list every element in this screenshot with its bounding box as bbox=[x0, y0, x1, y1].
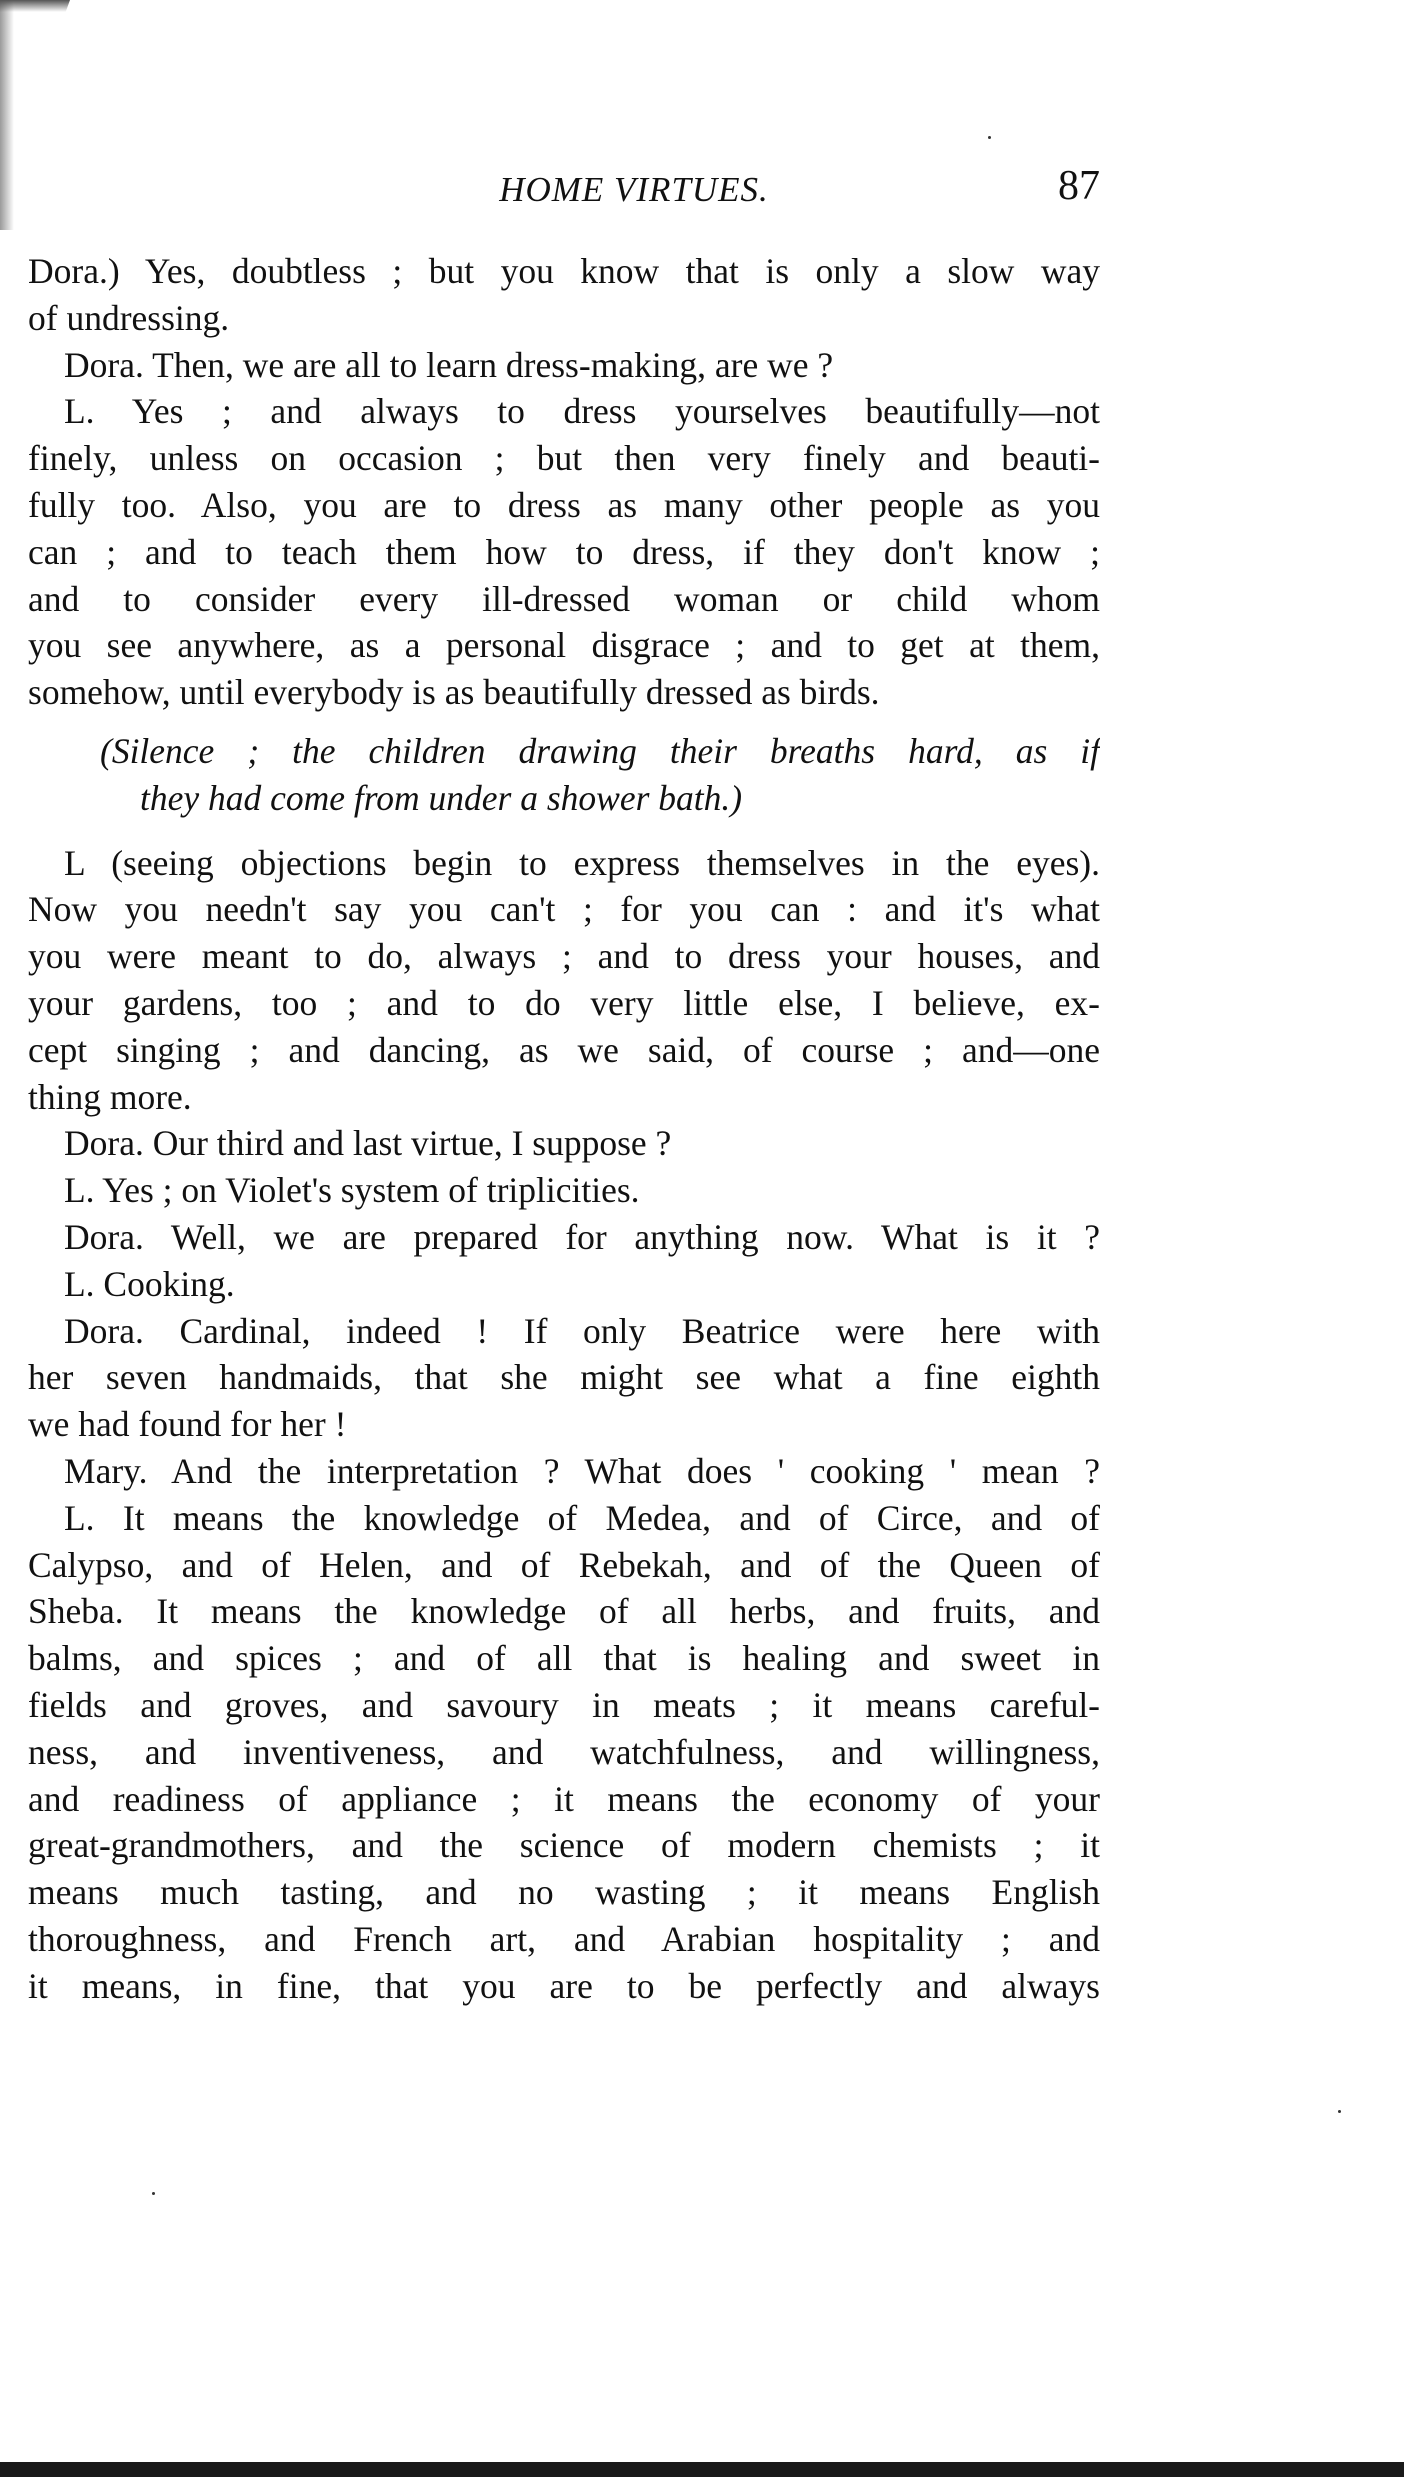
text-line: great-grandmothers, and the science of modern chemists ; it bbox=[28, 1825, 1100, 1866]
text-line: you see anywhere, as a personal disgrace ; and to get at them, bbox=[28, 625, 1100, 666]
text-line: L. Yes ; and always to dress yourselves beautifully—not bbox=[64, 391, 1100, 432]
text-line: cept singing ; and dancing, as we said, of course ; and—one bbox=[28, 1029, 1100, 1070]
text-line: and readiness of appliance ; it means the economy of your bbox=[28, 1778, 1100, 1819]
text-line: her seven handmaids, that she might see what a fine eighth bbox=[28, 1357, 1100, 1398]
text-line: Dora. Well, we are prepared for anything now. What is it ? bbox=[64, 1216, 1100, 1257]
stage-direction-line: they had come from under a shower bath.) bbox=[140, 777, 743, 818]
text-line: it means, in fine, that you are to be perfectly and always bbox=[28, 1965, 1100, 2006]
text-line: Dora. Then, we are all to learn dress-making, are we ? bbox=[64, 344, 834, 385]
text-line: means much tasting, and no wasting ; it means English bbox=[28, 1872, 1100, 1913]
text-line: L (seeing objections begin to express themselves in the eyes). bbox=[64, 842, 1100, 883]
print-speck bbox=[1338, 2110, 1341, 2113]
text-line: Mary. And the interpretation ? What does ' cooking ' mean ? bbox=[64, 1450, 1100, 1491]
text-line: L. It means the knowledge of Medea, and of Circe, and of bbox=[64, 1497, 1100, 1538]
text-line: Dora.) Yes, doubtless ; but you know that is only a slow way bbox=[28, 251, 1100, 291]
text-line: and to consider every ill-dressed woman or child whom bbox=[28, 578, 1100, 619]
text-line: L. Cooking. bbox=[64, 1263, 235, 1304]
text-line: balms, and spices ; and of all that is healing and sweet in bbox=[28, 1638, 1100, 1679]
text-line: can ; and to teach them how to dress, if they don't know ; bbox=[28, 531, 1100, 572]
text-line: thing more. bbox=[28, 1076, 192, 1117]
text-line: somehow, until everybody is as beautifully dressed as birds. bbox=[28, 672, 880, 713]
page-header bbox=[28, 162, 1100, 212]
text-line: L. Yes ; on Violet's system of triplicities. bbox=[64, 1170, 640, 1211]
text-line: we had found for her ! bbox=[28, 1404, 347, 1445]
text-line: Calypso, and of Helen, and of Rebekah, and of the Queen of bbox=[28, 1544, 1100, 1585]
text-line: your gardens, too ; and to do very little else, I believe, ex- bbox=[28, 982, 1100, 1023]
page-number: 87 bbox=[1058, 163, 1100, 209]
running-title: HOME VIRTUES. bbox=[499, 170, 769, 209]
text-line: ness, and inventiveness, and watchfulness, and willingness, bbox=[28, 1731, 1100, 1772]
text-line: Sheba. It means the knowledge of all herbs, and fruits, and bbox=[28, 1591, 1100, 1632]
text-line: fields and groves, and savoury in meats ; it means careful- bbox=[28, 1684, 1100, 1725]
body-text bbox=[28, 248, 1100, 2009]
text-line: you were meant to do, always ; and to dress your houses, and bbox=[28, 936, 1100, 977]
text-line: finely, unless on occasion ; but then very finely and beauti- bbox=[28, 438, 1100, 479]
text-line: Dora. Cardinal, indeed ! If only Beatrice were here with bbox=[64, 1310, 1100, 1351]
print-speck bbox=[988, 136, 991, 139]
page-corner-mark bbox=[0, 0, 70, 12]
text-line: Now you needn't say you can't ; for you can : and it's what bbox=[28, 889, 1100, 930]
text-line: Dora. Our third and last virtue, I suppose ? bbox=[64, 1123, 672, 1164]
page-bottom-edge bbox=[0, 2462, 1404, 2477]
print-speck bbox=[152, 2192, 155, 2195]
text-line: thoroughness, and French art, and Arabian hospitality ; and bbox=[28, 1918, 1100, 1959]
page-edge-shadow bbox=[0, 0, 14, 230]
stage-direction-line: (Silence ; the children drawing their breaths hard, as if bbox=[100, 730, 1100, 771]
text-line: of undressing. bbox=[28, 297, 230, 338]
text-line: fully too. Also, you are to dress as many other people as you bbox=[28, 484, 1100, 525]
